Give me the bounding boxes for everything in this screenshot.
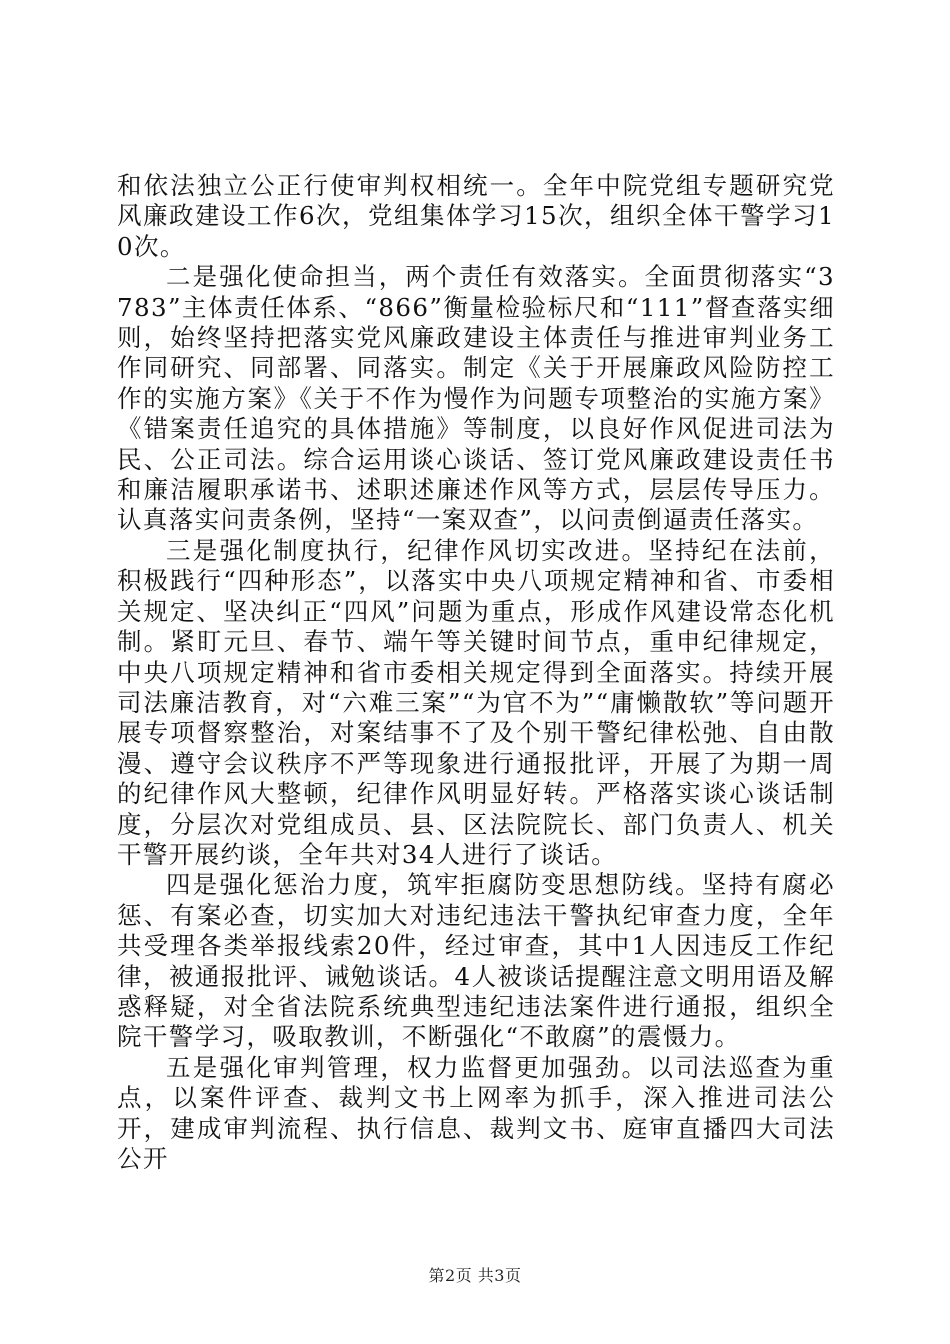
paragraph-discipline: 三是强化制度执行，纪律作风切实改进。坚持纪在法前，积极践行“四种形态”，以落实中央八项规定精神和省、市委相关规定、坚决纠正“四风”问题为重点，形成作风建设常态化机制。紧盯元旦、春节、端午等关键时间节点，重申纪律规定，中央八项规定精神和省市委相关规定得到全面落实。持续开展司法廉洁教育，对“六难三案”“为官不为”“庸懒散软”等问题开展专项督察整治，对案结事不了及个别干警纪律松弛、自由散漫、遵守会议秩序不严等现象进行通报批评，开展了为期一周的纪律作风大整顿，纪律作风明显好转。严格落实谈心谈话制度，分层次对党组成员、县、区法院院长、部门负责人、机关干警开展约谈，全年共对34人进行了谈话。 <box>117 535 835 869</box>
paragraph-trial-management: 五是强化审判管理，权力监督更加强劲。以司法巡查为重点，以案件评查、裁判文书上网率为抓手，深入推进司法公开，建成审判流程、执行信息、裁判文书、庭审直播四大司法公开 <box>117 1052 835 1173</box>
paragraph-punishment: 四是强化惩治力度，筑牢拒腐防变思想防线。坚持有腐必惩、有案必查，切实加大对违纪违法干警执纪审查力度，全年共受理各类举报线索20件，经过审查，其中1人因违反工作纪律，被通报批评、诫勉谈话。4人被谈话提醒注意文明用语及解惑释疑，对全省法院系统典型违纪违法案件进行通报，组织全院干警学习，吸取教训，不断强化“不敢腐”的震慑力。 <box>117 870 835 1052</box>
paragraph-responsibility: 二是强化使命担当，两个责任有效落实。全面贯彻落实“3783”主体责任体系、“866”衡量检验标尺和“111”督查落实细则，始终坚持把落实党风廉政建设主体责任与推进审判业务工作同研究、同部署、同落实。制定《关于开展廉政风险防控工作的实施方案》《关于不作为慢作为问题专项整治的实施方案》《错案责任追究的具体措施》等制度，以良好作风促进司法为民、公正司法。综合运用谈心谈话、签订党风廉政建设责任书和廉洁履职承诺书、述职述廉述作风等方式，层层传导压力。认真落实问责条例，坚持“一案双查”，以问责倒逼责任落实。 <box>117 262 835 535</box>
document-body <box>117 171 835 1174</box>
paragraph-continuation: 和依法独立公正行使审判权相统一。全年中院党组专题研究党风廉政建设工作6次，党组集体学习15次，组织全体干警学习10次。 <box>117 171 835 261</box>
page-footer: 第2页 共3页 <box>428 1266 522 1285</box>
